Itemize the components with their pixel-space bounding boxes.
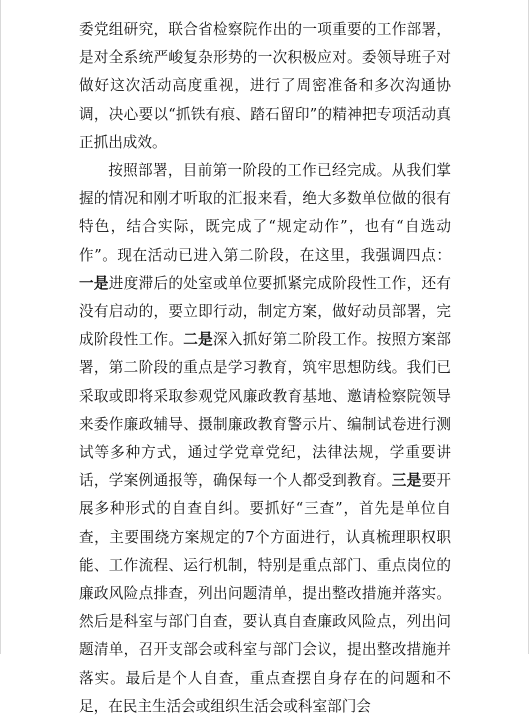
point-one-label: 一是 [79,274,109,292]
paragraph-2-intro: 按照部署，目前第一阶段的工作已经完成。从我们掌握的情况和刚才听取的汇报来看，绝大多数单位做的很有特色，结合实际，既完成了“规定动作”，也有“自选动作”。现在活动已进入第二阶段，在这里，我强调四点： [79,162,451,264]
point-two-label: 二是 [183,331,214,349]
document-body [79,16,451,721]
paragraph-1: 委党组研究，联合省检察院作出的一项重要的工作部署，是对全系统严峻复杂形势的一次积极应对。委领导班子对做好这次活动高度重视，进行了周密准备和多次沟通协调，决心要以“抓铁有痕、踏石留印”的精神把专项活动真正抓出成效。 [79,21,451,151]
paragraph-2 [79,157,451,721]
point-three-label: 三是 [391,472,422,490]
point-one-text: 进度滞后的处室或单位要抓紧完成阶段性工作，还有没有启动的，要立即行动，制定方案，做好动员部署，完成阶段性工作。 [79,274,451,349]
point-two-text: 深入抓好第二阶段工作。按照方案部署，第二阶段的重点是学习教育，筑牢思想防线。我们已采取或即将采取参观党风廉政教育基地、邀请检察院领导来委作廉政辅导、摄制廉政教育警示片、编制试卷进行测试等多种方式，通过学党章党纪，法律法规，学重要讲话，学案例通报等，确保每一个人都受到教育。 [79,331,451,490]
point-three-text: 要开展多种形式的自查自纠。要抓好“三查”，首先是单位自查，主要围绕方案规定的7个方面进行，认真梳理职权职能、工作流程、运行机制，特别是重点部门、重点岗位的廉政风险点排查，列出问题清单，提出整改措施并落实。然后是科室与部门自查，要认真自查廉政风险点，列出问题清单，召开支部会或科室与部门会议，提出整改措施并落实。最后是个人自查，重点查摆自身存在的问题和不足，在民主生活会或组织生活会或科室部门会 [79,472,451,715]
